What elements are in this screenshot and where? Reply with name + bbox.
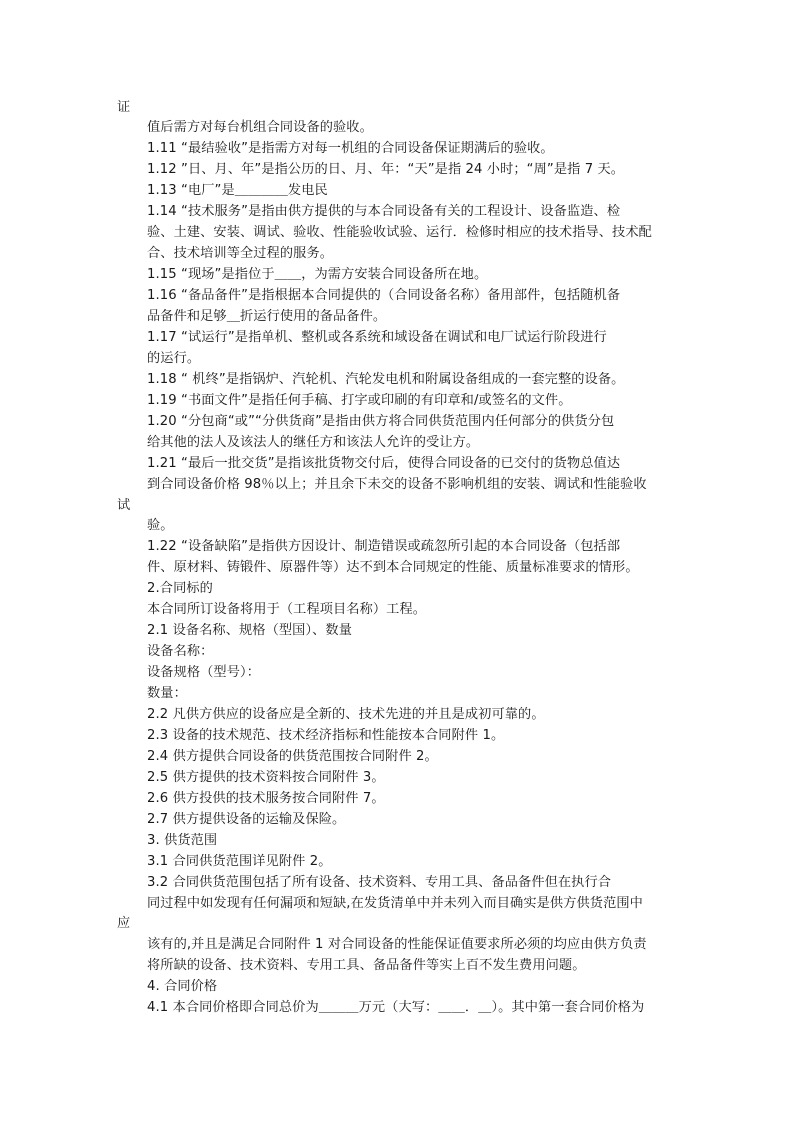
text-line: 2.4 供方提供合同设备的供货范围按合同附件 2。 <box>147 749 438 764</box>
text-line: 1.22 “设备缺陷”是指供方因设计、制造错误或疏忽所引起的本合同设备（包括部 <box>147 539 621 554</box>
section-heading: 2.合同标的 <box>147 581 213 596</box>
text-line: 验、土建、安装、调试、验收、性能验收试验、运行．检修时相应的技术指导、技术配 <box>147 225 652 240</box>
text-line: 3.2 合同供货范围包括了所有设备、技术资料、专用工具、备品备件但在执行合 <box>147 875 612 890</box>
text-line: 给其他的法人及该法人的继任方和该法人允许的受让方。 <box>147 435 480 450</box>
text-line: 2.5 供方提供的技术资料按合同附件 3。 <box>147 770 385 785</box>
text-line: 1.17 “试运行”是指单机、整机或各系统和域设备在调试和电厂试运行阶段进行 <box>147 330 607 345</box>
text-line: 1.19 “书面文件”是指任何手稿、打字或印刷的有印章和/或签名的文件。 <box>147 393 572 408</box>
text-line: 该有的,并且是满足合同附件 1 对合同设备的性能保证值要求所必须的均应由供方负责 <box>147 937 647 952</box>
text-line: 合、技术培训等全过程的服务。 <box>147 246 334 261</box>
text-line: 到合同设备价格 98％以上；并且余下未交的设备不影响机组的安装、调试和性能验收 <box>147 477 647 492</box>
text-line: 值后需方对每台机组合同设备的验收。 <box>147 120 373 135</box>
text-line: 1.13 “电厂”是＿＿＿＿发电民 <box>147 183 328 198</box>
text-line: 验。 <box>147 518 174 533</box>
text-line: 3.1 合同供货范围详见附件 2。 <box>147 854 332 869</box>
text-line: 2.1 设备名称、规格（型国）、数量 <box>147 623 352 638</box>
text-line: 1.16 “备品备件”是指根据本合同提供的（合同设备名称）备用部件，包括随机备 <box>147 288 621 303</box>
section-heading: 4. 合同价格 <box>147 979 218 994</box>
text-line: 证 <box>117 100 131 115</box>
text-line: 1.20 “分包商“或”“分供货商”是指由供方将合同供货范围内任何部分的供货分包 <box>147 414 615 429</box>
section-heading: 3. 供货范围 <box>147 833 218 848</box>
text-line: 数量： <box>147 686 187 701</box>
text-line: 2.2 凡供方供应的设备应是全新的、技术先进的并且是成初可靠的。 <box>147 707 545 722</box>
text-line: 1.21 “最后一批交货”是指该批货物交付后，使得合同设备的已交付的货物总值达 <box>147 456 621 471</box>
text-line: 的运行。 <box>147 351 201 366</box>
text-line: 4.1 本合同价格即合同总价为＿＿＿万元（大写：＿＿．＿）。其中第一套合同价格为 <box>147 1000 645 1015</box>
text-line: 同过程中如发现有任何漏项和短缺,在发货清单中并未列入而目确实是供方供货范围中 <box>147 896 643 911</box>
text-line: 2.3 设备的技术规范、技术经济指标和性能按本合同附件 1。 <box>147 728 505 743</box>
text-line: 应 <box>117 916 131 931</box>
text-line: 设备规格（型号）： <box>147 665 260 680</box>
text-line: 品备件和足够＿折运行使用的备品备件。 <box>147 309 387 324</box>
text-line: 1.11 “最结验收”是指需方对每一机组的合同设备保证期满后的验收。 <box>147 141 554 156</box>
text-line: 2.6 供方投供的技术服务按合同附件 7。 <box>147 791 385 806</box>
text-line: 将所缺的设备、技术资料、专用工具、备品备件等实上百不发生费用问题。 <box>147 958 586 973</box>
text-line: 1.18 “ 机终”是指锅炉、汽轮机、汽轮发电机和附属设备组成的一套完整的设备。 <box>147 372 625 387</box>
text-line: 试 <box>117 498 131 513</box>
text-line: 1.14 “技术服务”是指由供方提供的与本合同设备有关的工程设计、设备监造、检 <box>147 204 621 219</box>
text-line: 1.12 ”日、月、年”是指公历的日、月、年：“天”是指 24 小时；“周”是指 7 天。 <box>147 162 625 177</box>
text-line: 件、原材料、铸锻件、原器件等）达不到本合同规定的性能、质量标准要求的情形。 <box>147 560 639 575</box>
text-line: 本合同所订设备将用于（工程项目名称）工程。 <box>147 602 427 617</box>
text-line: 设备名称： <box>147 644 214 659</box>
text-line: 2.7 供方提供设备的运输及保险。 <box>147 812 346 827</box>
text-line: 1.15 “现场”是指位于＿＿，为需方安装合同设备所在地。 <box>147 267 488 282</box>
